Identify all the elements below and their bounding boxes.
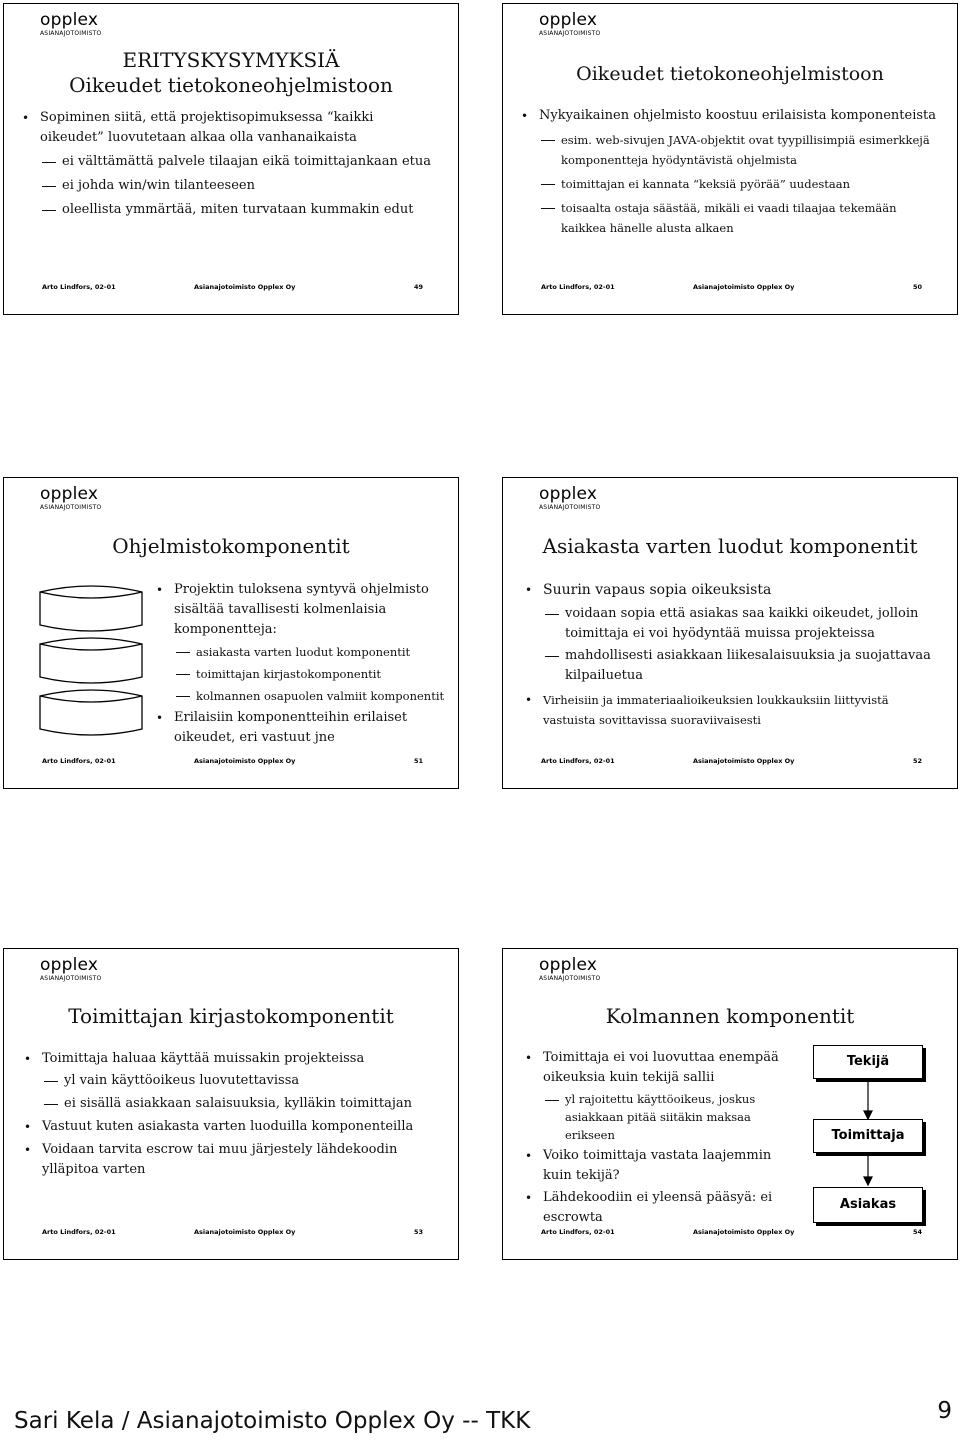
slide-number: 53 (414, 1228, 424, 1236)
opplex-logo: opplex ASIANAJOTOIMISTO (539, 484, 601, 511)
component-stack-icon (36, 578, 146, 753)
slide-title: Toimittajan kirjastokomponentit (68, 1004, 394, 1028)
slide-footer: Arto Lindfors, 02-01 Asianajotoimisto Opplex Oy 54 (541, 1228, 923, 1236)
sub-bullet: ei sisällä asiakkaan salaisuuksia, kylläkin toimittajan (22, 1094, 442, 1114)
bullet: • Voiko toimittaja vastata laajemmin kuin tekijä? (523, 1146, 803, 1186)
slide-body (154, 580, 449, 748)
slide-title: Ohjelmistokomponentit (112, 534, 350, 558)
sub-bullet: voidaan sopia että asiakas saa kaikki oikeudet, jolloin toimittaja ei voi hyödyntää muissa projekteissa (523, 604, 938, 644)
opplex-logo: opplex ASIANAJOTOIMISTO (40, 10, 102, 37)
sub-bullet: esim. web-sivujen JAVA-objektit ovat tyypillisimpiä esimerkkejä komponentteja hyödyntävistä ohjelmista (519, 130, 939, 170)
slide-body (20, 108, 440, 220)
slide-footer: Arto Lindfors, 02-01 Asianajotoimisto Opplex Oy 51 (42, 757, 424, 765)
bullet: • Erilaisiin komponentteihin erilaiset oikeudet, eri vastuut jne (154, 708, 449, 748)
slide-footer: Arto Lindfors, 02-01 Asianajotoimisto Opplex Oy 50 (541, 283, 923, 291)
slide-title: Oikeudet tietokoneohjelmistoon (576, 63, 884, 85)
sub-bullet: toisaalta ostaja säästää, mikäli ei vaadi tilaajaa tekemään kaikkea hänelle alusta alkaen (519, 198, 939, 238)
slide-footer: Arto Lindfors, 02-01 Asianajotoimisto Opplex Oy 49 (42, 283, 424, 291)
bullet: • Projektin tuloksena syntyvä ohjelmisto sisältää tavallisesti kolmenlaisia komponentteja: (154, 580, 449, 640)
opplex-logo: opplex ASIANAJOTOIMISTO (539, 955, 601, 982)
slide-52 (502, 477, 958, 789)
bullet: • Sopiminen siitä, että projektisopimuksessa “kaikki oikeudet” luovutetaan alkaa olla vanhanaikaista (20, 108, 440, 148)
opplex-logo: opplex ASIANAJOTOIMISTO (539, 10, 601, 37)
bullet: • Lähdekoodiin ei yleensä pääsyä: ei escrowta (523, 1188, 803, 1228)
slide-number: 50 (913, 283, 923, 291)
bullet: • Voidaan tarvita escrow tai muu järjestely lähdekoodin ylläpitoa varten (22, 1140, 442, 1180)
slide-title: Kolmannen komponentit (605, 1004, 855, 1028)
sub-bullet: ei välttämättä palvele tilaajan eikä toimittajankaan etua (20, 152, 440, 172)
bullet: • Toimittaja haluaa käyttää muissakin projekteissa (22, 1049, 442, 1069)
bullet: • Vastuut kuten asiakasta varten luoduilla komponenteilla (22, 1117, 442, 1137)
opplex-logo: opplex ASIANAJOTOIMISTO (40, 484, 102, 511)
page-number: 9 (937, 1398, 952, 1424)
slide-title: Asiakasta varten luodut komponentit (542, 534, 918, 558)
sub-bullet: mahdollisesti asiakkaan liikesalaisuuksia ja suojattavaa kilpailuetua (523, 646, 938, 686)
slide-body (22, 1049, 442, 1180)
sub-bullet: toimittajan ei kannata “keksiä pyörää” uudestaan (519, 174, 939, 194)
slide-number: 52 (913, 757, 923, 765)
page-caption: Sari Kela / Asianajotoimisto Opplex Oy -- TKK (14, 1408, 531, 1434)
slide-body (519, 106, 939, 238)
box-tekija: Tekijä (813, 1045, 923, 1079)
sub-bullet: yl vain käyttöoikeus luovutettavissa (22, 1071, 442, 1091)
box-asiakas: Asiakas (813, 1187, 923, 1223)
bullet: • Virheisiin ja immateriaalioikeuksien loukkauksiin liittyvistä vastuista sovittavissa suoraviivaisesti (523, 690, 938, 730)
opplex-logo: opplex ASIANAJOTOIMISTO (40, 955, 102, 982)
slide-54 (502, 948, 958, 1260)
slide-50 (502, 3, 958, 315)
box-toimittaja: Toimittaja (813, 1119, 923, 1153)
slide-number: 49 (414, 283, 424, 291)
slide-51 (3, 477, 459, 789)
bullet: • Suurin vapaus sopia oikeuksista (523, 580, 938, 600)
slide-number: 51 (414, 757, 424, 765)
slide-49 (3, 3, 459, 315)
bullet: • Nykyaikainen ohjelmisto koostuu erilaisista komponenteista (519, 106, 939, 126)
slide-number: 54 (913, 1228, 923, 1236)
slide-53 (3, 948, 459, 1260)
sub-bullet: ei johda win/win tilanteeseen (20, 176, 440, 196)
sub-bullet: toimittajan kirjastokomponentit (154, 664, 449, 684)
slide-body (523, 1048, 803, 1228)
sub-bullet: yl rajoitettu käyttöoikeus, joskus asiakkaan pitää siitäkin maksaa erikseen (523, 1090, 803, 1144)
slide-body (523, 580, 938, 730)
slide-footer: Arto Lindfors, 02-01 Asianajotoimisto Opplex Oy 53 (42, 1228, 424, 1236)
slide-footer: Arto Lindfors, 02-01 Asianajotoimisto Opplex Oy 52 (541, 757, 923, 765)
slide-title: ERITYSKYSYMYKSIÄ Oikeudet tietokoneohjelmistoon (69, 48, 393, 97)
sub-bullet: kolmannen osapuolen valmiit komponentit (154, 686, 449, 706)
bullet: • Toimittaja ei voi luovuttaa enempää oikeuksia kuin tekijä sallii (523, 1048, 803, 1088)
sub-bullet: asiakasta varten luodut komponentit (154, 642, 449, 662)
sub-bullet: oleellista ymmärtää, miten turvataan kummakin edut (20, 200, 440, 220)
